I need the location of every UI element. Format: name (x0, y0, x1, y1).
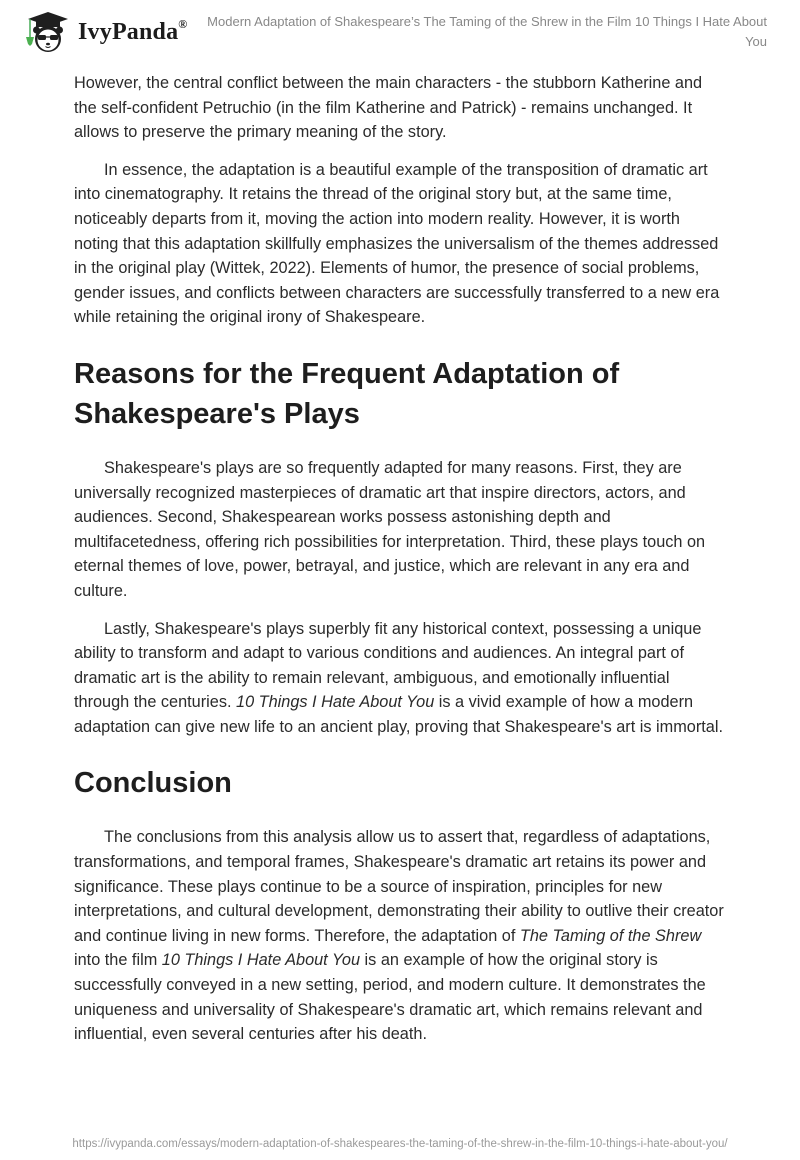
play-title-italic: The Taming of the Shrew (519, 926, 702, 945)
film-title-italic: 10 Things I Hate About You (161, 951, 361, 970)
paragraph-reasons: Shakespeare's plays are so frequently adapted for many reasons. First, they are universally recognized masterpieces of dramatic art that inspire directors, actors, and audiences. Second, Shakespearean works possess astonishing depth and multifacetedness, offering rich possibilities for interpretation. Third, these plays touch on eternal themes of love, power, betrayal, and justice, which are relevant in any era and culture. (74, 458, 706, 600)
panda-graduate-icon (20, 10, 76, 54)
heading-conclusion: Conclusion (74, 767, 232, 800)
paragraph-lastly: Lastly, Shakespeare's plays superbly fit any historical context, possessing a unique ability to transform and adapt to various conditions and audiences. An integral part of dramatic art is the ability to remain relevant, ambiguous, and emotionally influential through the centuries. 10 Things I Hate About You is a vivid example of how a modern adaptation can give new life to an ancient play, proving that Shakespeare's art is immortal. (74, 619, 723, 736)
paragraph-central-conflict: However, the central conflict between the main characters - the stubborn Katherine and the self-confident Petruchio (in the film Katherine and Patrick) - remains unchanged. It allows to preserve the primary meaning of the story. (74, 74, 703, 142)
page-header (0, 0, 800, 60)
paragraph-conclusion: The conclusions from this analysis allow us to assert that, regardless of adaptations, transformations, and temporal frames, Shakespeare's dramatic art retains its power and significance. These plays continue to be a source of inspiration, principles for new interpretations, and cultural development, demonstrating their ability to outlive their creator and continue living in new forms. Therefore, the adaptation of The Taming of the Shrew into the film 10 Things I Hate About You is an example of how the original story is successfully conveyed in a new setting, period, and modern culture. It demonstrates the uniqueness and universality of Shakespeare's dramatic art, which remains relevant and influential, even several centuries after his death. (74, 828, 724, 1044)
essay-body (74, 71, 726, 1060)
source-url[interactable]: https://ivypanda.com/essays/modern-adaptation-of-shakespeares-the-taming-of-the-shrew-in-the-film-10-things-i-hate-about-you/ (72, 1138, 728, 1150)
film-title-italic: 10 Things I Hate About You (236, 693, 435, 712)
document-title: Modern Adaptation of Shakespeare’s The Taming of the Shrew in the Film 10 Things I Hate About You (207, 14, 767, 49)
logo-wordmark: IvyPanda® (78, 16, 188, 45)
ivypanda-logo[interactable] (20, 10, 187, 54)
paragraph-in-essence: In essence, the adaptation is a beautiful example of the transposition of dramatic art into cinematography. It retains the thread of the original story but, at the same time, noticeably departs from it, moving the action into modern reality. However, it is worth noting that this adaptation skillfully emphasizes the universalism of the themes addressed in the original play (Wittek, 2022). Elements of humor, the presence of social problems, gender issues, and conflicts between characters are successfully transferred to a new era while retaining the original irony of Shakespeare. (74, 160, 720, 327)
heading-reasons: Reasons for the Frequent Adaptation of Shakespeare's Plays (74, 357, 620, 430)
